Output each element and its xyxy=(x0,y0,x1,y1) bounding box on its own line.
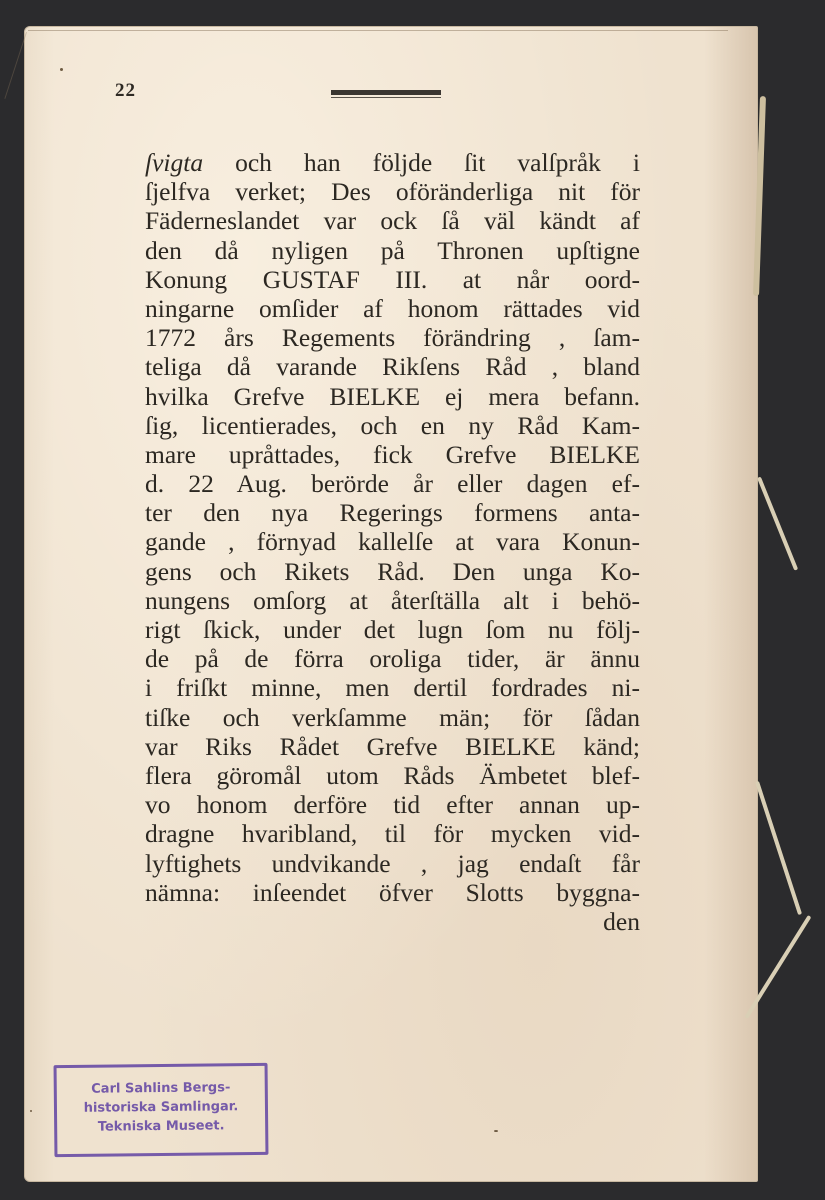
text-line: nämna: inſeendet öfver Slotts byggna- xyxy=(145,877,640,907)
text-line: var Riks Rådet Grefve BIELKE känd; xyxy=(145,731,640,761)
text-line: rigt ſkick, under det lugn ſom nu följ- xyxy=(145,615,640,644)
text-line: ſig, licentierades, och en ny Råd Kam- xyxy=(145,410,640,440)
paper-speck xyxy=(494,1130,498,1132)
text-line: 1772 års Regements förändring , ſam- xyxy=(145,323,640,353)
text-line: flera göromål utom Råds Ämbetet blef- xyxy=(145,760,640,790)
catchword: den xyxy=(603,906,640,936)
stamp-line: Carl Sahlins Bergs- xyxy=(91,1080,231,1097)
text-line: dragne hvaribland, til för mycken vid- xyxy=(145,819,640,849)
text-line: lyftighets undvikande , jag endaſt får xyxy=(145,848,640,878)
body-text xyxy=(145,148,640,936)
page-corner-fold xyxy=(4,32,27,99)
text-line: de på de förra oroliga tider, är ännu xyxy=(145,644,640,674)
text-line: hvilka Grefve BIELKE ej mera befann. xyxy=(145,381,640,411)
text-line: ningarne omſider af honom rättades vid xyxy=(145,293,640,323)
text-line: vo honom derföre tid efter annan up- xyxy=(145,790,640,820)
page-header xyxy=(115,80,635,104)
text-line: d. 22 Aug. berörde år eller dagen ef- xyxy=(145,469,640,499)
text-line: mare upråttades, fick Grefve BIELKE xyxy=(145,439,640,469)
text-line: tiſke och verkſamme män; för ſådan xyxy=(145,702,640,732)
binding-string xyxy=(757,477,798,571)
page-number: 22 xyxy=(115,80,136,101)
text-line: Konung GUSTAF III. at når oord- xyxy=(145,264,640,294)
binding-string xyxy=(755,781,802,915)
stamp-line: Tekniska Museet. xyxy=(97,1118,225,1135)
header-ornament-rule xyxy=(331,90,441,95)
text-line: den då nyligen på Thronen upſtigne xyxy=(145,235,640,265)
library-stamp xyxy=(54,1063,269,1157)
paper-speck xyxy=(30,1110,32,1112)
page-fold-line xyxy=(28,30,728,31)
text-line: Fäderneslandet var ock ſå väl kändt af xyxy=(145,206,640,236)
text-line: ſvigta och han följde ſit valſpråk i xyxy=(145,148,640,177)
text-line: nungens omſorg at återſtälla alt i behö- xyxy=(145,585,640,615)
text-line: gande , förnyad kallelſe at vara Konun- xyxy=(145,527,640,557)
italic-word: ſvigta xyxy=(145,148,204,177)
text-line: gens och Rikets Råd. Den unga Ko- xyxy=(145,556,640,586)
text-line: i friſkt minne, men dertil fordrades ni- xyxy=(145,673,640,703)
text-line: ter den nya Regerings formens anta- xyxy=(145,498,640,528)
text-line: ſjelfva verket; Des oföränderliga nit för xyxy=(145,177,640,207)
paper-speck xyxy=(60,68,63,71)
stamp-line: historiska Samlingar. xyxy=(83,1099,239,1116)
text-line: teliga då varande Rikſens Råd , bland xyxy=(145,352,640,382)
